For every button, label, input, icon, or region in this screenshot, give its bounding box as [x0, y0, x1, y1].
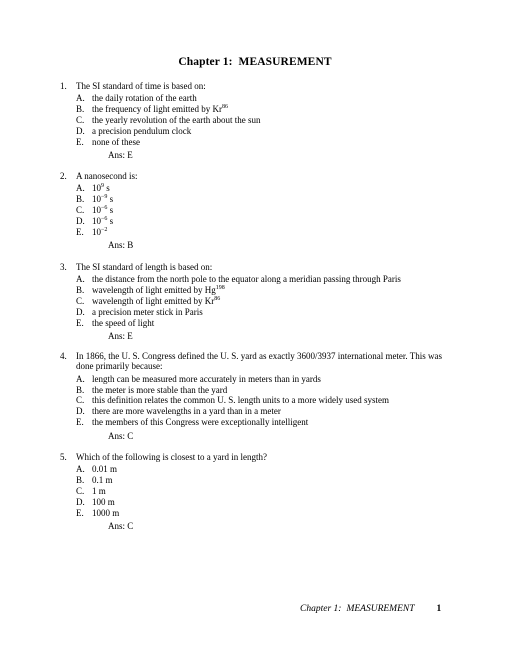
- question-number: 4.: [60, 351, 67, 361]
- option-text: 1 m: [92, 486, 106, 496]
- option-text: a precision meter stick in Paris: [92, 306, 203, 317]
- option-c: [76, 115, 460, 126]
- option-d: [76, 216, 460, 227]
- option-letter: A.: [76, 464, 85, 475]
- question-number: 5.: [60, 452, 67, 462]
- question-3: [60, 262, 460, 342]
- question-4: [60, 351, 460, 441]
- option-text: the members of this Congress were exceptionally intelligent: [92, 417, 309, 427]
- question-text: The SI standard of time is based on:: [76, 81, 206, 91]
- option-text: 10: [92, 183, 101, 194]
- page-footer: [300, 604, 441, 614]
- option-d: [76, 406, 460, 417]
- option-text: 10: [92, 205, 101, 215]
- option-superscript: −9: [101, 194, 108, 201]
- question-text: In 1866, the U. S. Congress defined the U. S. yard as exactly 3600/3937 international meter. This was done primarily because:: [76, 351, 443, 372]
- option-letter: D.: [76, 406, 85, 417]
- option-letter: D.: [76, 496, 85, 507]
- question-stem: [60, 81, 460, 91]
- option-letter: D.: [76, 215, 85, 226]
- option-text: this definition relates the common U. S. length units to a more widely used system: [92, 395, 389, 406]
- option-a: [76, 374, 460, 385]
- option-text: the daily rotation of the earth: [92, 93, 197, 104]
- option-a: [76, 464, 460, 475]
- option-e: [76, 508, 460, 519]
- option-e: [76, 227, 460, 238]
- option-text: the frequency of light emitted by Kr: [92, 104, 222, 115]
- option-unit: s: [107, 215, 114, 226]
- page-title: [0, 56, 510, 68]
- option-letter: B.: [76, 384, 85, 395]
- option-b: [76, 475, 460, 486]
- question-1: [60, 81, 460, 161]
- option-letter: C.: [76, 115, 85, 125]
- option-superscript: −6: [101, 215, 108, 222]
- question-text: The SI standard of length is based on:: [76, 262, 213, 272]
- question-number: 1.: [60, 81, 67, 91]
- option-letter: B.: [76, 104, 85, 115]
- question-number: 3.: [60, 262, 67, 272]
- option-text: 10: [92, 215, 101, 226]
- option-e: [76, 137, 460, 148]
- option-letter: A.: [76, 183, 85, 194]
- option-letter: E.: [76, 317, 84, 328]
- option-text: length can be measured more accurately in meters than in yards: [92, 373, 321, 384]
- option-unit: s: [107, 205, 114, 215]
- page-number: 1: [436, 604, 442, 614]
- option-c: [76, 296, 460, 307]
- option-superscript: 9: [101, 183, 104, 190]
- question-number: 2.: [60, 171, 67, 181]
- option-text: a precision pendulum clock: [92, 125, 192, 136]
- option-superscript: 86: [214, 296, 221, 302]
- footer-chapter: Chapter 1:: [300, 604, 342, 614]
- option-b: [76, 385, 460, 396]
- question-stem: [60, 452, 460, 462]
- title-chapter: Chapter 1:: [178, 56, 233, 68]
- question-5: [60, 452, 460, 532]
- option-text: 10: [92, 226, 101, 237]
- option-superscript: 86: [221, 104, 228, 111]
- option-d: [76, 126, 460, 137]
- options-list: [60, 93, 460, 160]
- option-e: [76, 318, 460, 329]
- option-c: [76, 486, 460, 497]
- option-b: [76, 285, 460, 296]
- option-letter: E.: [76, 136, 84, 147]
- options-list: [60, 274, 460, 341]
- answer: Ans: B: [108, 240, 134, 251]
- option-text: wavelength of light emitted by Hg: [92, 285, 216, 296]
- option-superscript: −6: [101, 205, 108, 211]
- option-text: 0.1 m: [92, 475, 113, 486]
- option-a: [76, 93, 460, 104]
- option-letter: A.: [76, 274, 85, 285]
- option-unit: s: [107, 194, 114, 205]
- option-text: 10: [92, 194, 101, 205]
- option-text: the yearly revolution of the earth about the sun: [92, 115, 261, 125]
- option-text: the meter is more stable than the yard: [92, 384, 228, 395]
- option-b: [76, 104, 460, 115]
- option-text: there are more wavelengths in a yard than in a meter: [92, 406, 281, 417]
- question-2: [60, 171, 460, 251]
- question-text: A nanosecond is:: [76, 171, 138, 181]
- option-text: none of these: [92, 136, 140, 147]
- option-d: [76, 497, 460, 508]
- option-text: 0.01 m: [92, 464, 118, 475]
- option-letter: C.: [76, 296, 85, 306]
- option-letter: C.: [76, 395, 85, 406]
- option-letter: D.: [76, 125, 85, 136]
- option-c: [76, 205, 460, 216]
- option-letter: C.: [76, 205, 85, 215]
- option-letter: E.: [76, 226, 84, 237]
- option-letter: B.: [76, 475, 85, 486]
- answer: Ans: C: [108, 521, 134, 532]
- title-topic: MEASUREMENT: [238, 56, 332, 68]
- question-text: Which of the following is closest to a yard in length?: [76, 452, 267, 462]
- answer: Ans: C: [108, 430, 134, 441]
- options-list: [60, 464, 460, 531]
- question-stem: [60, 262, 460, 272]
- footer-topic: MEASUREMENT: [346, 604, 415, 614]
- option-d: [76, 307, 460, 318]
- option-letter: A.: [76, 93, 85, 104]
- option-letter: A.: [76, 373, 85, 384]
- question-stem: [60, 351, 460, 372]
- option-letter: B.: [76, 194, 85, 205]
- option-text: the speed of light: [92, 317, 155, 328]
- option-b: [76, 194, 460, 205]
- question-stem: [60, 171, 460, 181]
- option-letter: C.: [76, 486, 85, 496]
- option-e: [76, 417, 460, 428]
- answer: Ans: E: [108, 331, 133, 342]
- option-a: [76, 274, 460, 285]
- option-letter: D.: [76, 306, 85, 317]
- option-text: the distance from the north pole to the equator along a meridian passing through Paris: [92, 274, 401, 285]
- option-text: wavelength of light emitted by Kr: [92, 296, 215, 306]
- option-text: 1000 m: [92, 507, 120, 518]
- options-list: [60, 183, 460, 250]
- option-letter: B.: [76, 285, 85, 296]
- option-superscript: 198: [215, 285, 225, 292]
- options-list: [60, 374, 460, 441]
- answer: Ans: E: [108, 150, 133, 161]
- option-letter: E.: [76, 507, 84, 518]
- option-letter: E.: [76, 417, 84, 427]
- option-c: [76, 395, 460, 406]
- option-unit: s: [104, 183, 110, 194]
- option-a: [76, 183, 460, 194]
- option-text: 100 m: [92, 496, 115, 507]
- option-superscript: −2: [101, 226, 108, 233]
